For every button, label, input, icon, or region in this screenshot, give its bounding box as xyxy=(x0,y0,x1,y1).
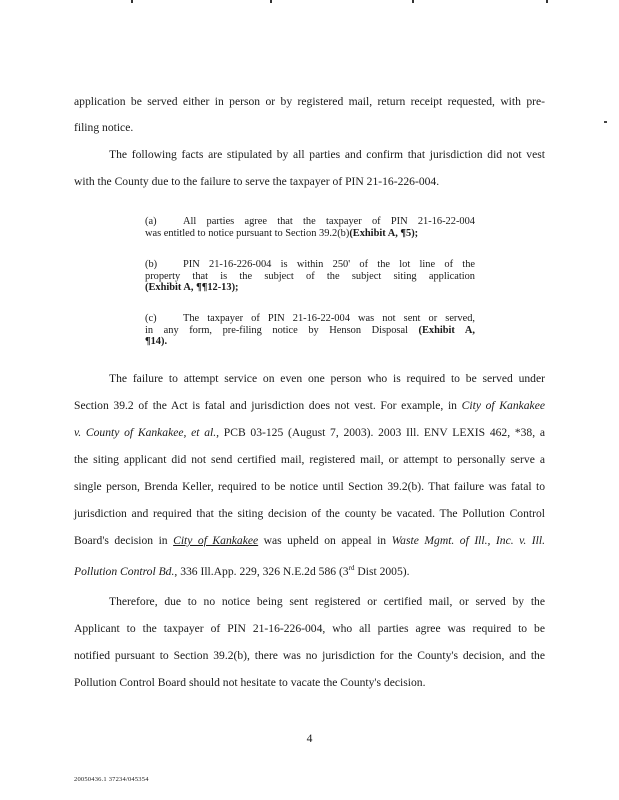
item-text: property that is the subject of the subject siting application xyxy=(145,270,475,282)
paragraph-2-line-2: with the County due to the failure to serve the taxpayer of PIN 21-16-226-004. xyxy=(74,175,440,188)
scan-mark xyxy=(131,0,133,3)
item-text: in any form, pre-filing notice by Henson Disposal xyxy=(145,324,419,336)
scan-mark xyxy=(546,0,548,3)
item-text: was entitled to notice pursuant to Section 39.2(b) xyxy=(145,227,350,239)
text-run: PCB 03-125 (August 7, 2003). 2003 Ill. ENV LEXIS 462, *38, a xyxy=(219,426,545,439)
paragraph-3-line-5: single person, Brenda Keller, required to be notice until Section 39.2(b). That failure was fatal to xyxy=(74,480,545,493)
item-text: The taxpayer of PIN 21-16-22-004 was not sent or served, xyxy=(183,313,475,324)
text-run: was upheld on appeal in xyxy=(258,534,392,547)
stipulation-item-c xyxy=(145,313,475,348)
paragraph-3-line-3 xyxy=(74,426,545,440)
item-label: (a) xyxy=(145,216,157,227)
text-run: Dist 2005). xyxy=(354,564,410,578)
exhibit-reference: (Exhibit A, xyxy=(418,324,475,336)
paragraph-3-line-1: The failure to attempt service on even one person who is required to be served under xyxy=(109,372,545,385)
paragraph-4-line-3: notified pursuant to Section 39.2(b), there was no jurisdiction for the County's decision, and the xyxy=(74,649,545,662)
case-citation: Pollution Control Bd. xyxy=(74,564,175,578)
scan-mark xyxy=(270,0,272,3)
ordinal-suffix: rd xyxy=(348,564,355,572)
page-number: 4 xyxy=(306,732,313,745)
paragraph-4-line-2: Applicant to the taxpayer of PIN 21-16-226-004, who all parties agree was required to be xyxy=(74,622,545,635)
exhibit-reference: (Exhibit A, ¶5); xyxy=(349,227,419,239)
paragraph-1-line-2: filing notice. xyxy=(74,121,134,134)
item-text: PIN 21-16-226-004 is within 250' of the lot line of the xyxy=(183,259,475,270)
paragraph-3-line-6: jurisdiction and required that the siting decision of the county be vacated. The Pollution Control xyxy=(74,507,545,520)
case-citation: City of Kankakee xyxy=(173,534,259,547)
document-id: 20050436.1 37234/045354 xyxy=(74,776,149,783)
stipulation-item-a xyxy=(145,216,475,239)
paragraph-3-line-2 xyxy=(74,399,545,413)
exhibit-reference: ¶14). xyxy=(145,336,168,348)
text-run: Board's decision in xyxy=(74,534,174,547)
item-text: All parties agree that the taxpayer of PIN 21-16-22-004 xyxy=(183,216,475,227)
case-citation: v. County of Kankakee, et al., xyxy=(74,426,220,439)
paragraph-1-line-1: application be served either in person or by registered mail, return receipt requested, with pre- xyxy=(74,95,545,108)
case-citation: City of Kankakee xyxy=(461,399,545,412)
paragraph-3-line-7 xyxy=(74,534,545,548)
text-run: , 336 Ill.App. 229, 326 N.E.2d 586 (3 xyxy=(174,564,349,578)
text-run: Section 39.2 of the Act is fatal and jurisdiction does not vest. For example, in xyxy=(74,399,462,412)
case-citation: Waste Mgmt. of Ill., Inc. v. Ill. xyxy=(391,534,546,547)
paragraph-2-line-1: The following facts are stipulated by all parties and confirm that jurisdiction did not vest xyxy=(109,148,545,161)
scan-mark xyxy=(412,0,414,3)
paragraph-3-line-4: the siting applicant did not send certified mail, registered mail, or attempt to personally serve a xyxy=(74,453,545,466)
stipulation-item-b xyxy=(145,259,475,294)
paragraph-4-line-4: Pollution Control Board should not hesitate to vacate the County's decision. xyxy=(74,676,426,689)
item-label: (c) xyxy=(145,313,157,324)
margin-mark xyxy=(604,121,607,123)
paragraph-3-line-8 xyxy=(74,561,545,579)
paragraph-4-line-1: Therefore, due to no notice being sent registered or certified mail, or served by the xyxy=(109,595,545,608)
item-label: (b) xyxy=(145,259,158,270)
exhibit-reference: (Exhibit A, ¶¶12-13); xyxy=(145,282,239,294)
